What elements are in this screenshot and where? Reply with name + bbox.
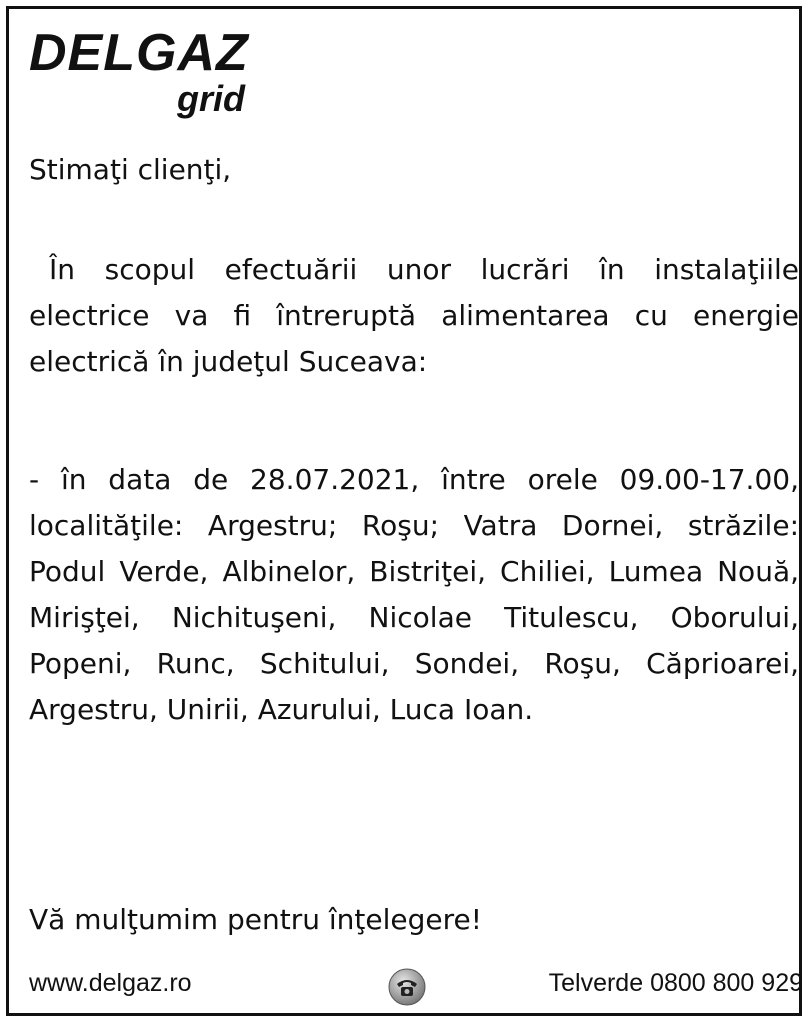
- telephone-icon: [387, 967, 427, 1007]
- notice-paragraph-details: - în data de 28.07.2021, între orele 09.00-17.00, localităţile: Argestru; Roşu; Vatra Dornei, străzile: Podul Verde, Albinelor, Bistriţei, Chiliei, Lumea Nouă, Mirişţei, Nichituşeni, Nicolae Titulescu, Oborului, Popeni, Runc, Schitului, Sondei, Roşu, Căprioarei, Argestru, Unirii, Azurului, Luca Ioan.: [29, 463, 799, 726]
- delgaz-grid-logo: [29, 24, 289, 127]
- logo-brand: DELGAZ: [29, 24, 249, 82]
- greeting: Stimaţi clienţi,: [29, 153, 232, 186]
- website-link[interactable]: www.delgaz.ro: [29, 969, 192, 997]
- notice-paragraph-intro: În scopul efectuării unor lucrări în instalaţiile electrice va fi întreruptă alimentarea cu energie electrică în judeţul Suceava:: [29, 253, 799, 378]
- telverde-phone[interactable]: Telverde 0800 800 929: [548, 969, 803, 997]
- footer: [29, 967, 803, 1007]
- logo-sub: grid: [177, 78, 245, 119]
- notice-frame: [6, 6, 802, 1016]
- thanks-line: Vă mulţumim pentru înţelegere!: [29, 903, 482, 936]
